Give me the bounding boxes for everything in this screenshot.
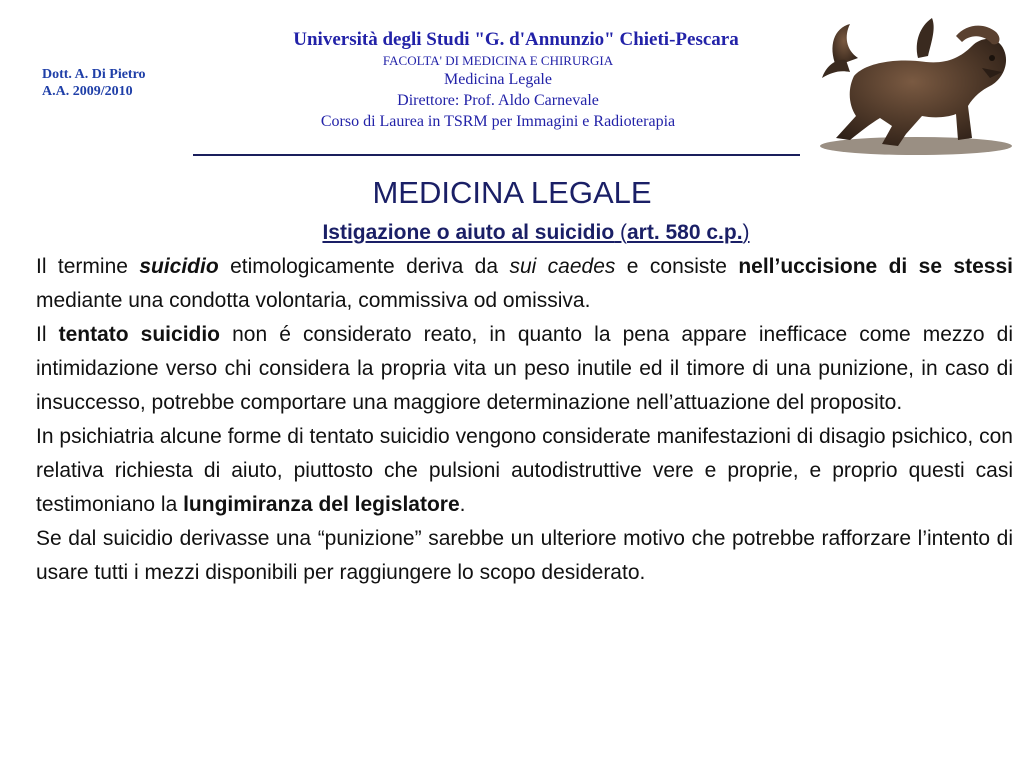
university-name: Università degli Studi "G. d'Annunzio" Chieti-Pescara xyxy=(293,29,739,50)
term-uccisione: nell’uccisione di se stessi xyxy=(738,255,1013,278)
academic-year: A.A. 2009/2010 xyxy=(42,84,133,99)
text-segment: Se dal suicidio derivasse una “punizione” sarebbe un ulteriore motivo che potrebbe rafforzare l’intento di usare tutti i mezzi disponibili per raggiungere lo scopo desiderato. xyxy=(36,527,1013,584)
slide-subtitle xyxy=(0,219,1024,246)
subtitle-topic: Istigazione o aiuto al suicidio xyxy=(322,221,615,244)
subtitle-article-ref: art. 580 c.p. xyxy=(626,221,743,244)
header-divider xyxy=(193,154,800,156)
term-sui-caedes: sui caedes xyxy=(509,255,616,278)
term-lungimiranza: lungimiranza del legislatore xyxy=(183,493,460,516)
slide-title: MEDICINA LEGALE xyxy=(372,175,652,210)
chimera-statue-icon xyxy=(806,6,1016,158)
director-name: Direttore: Prof. Aldo Carnevale xyxy=(397,92,599,109)
term-suicidio: suicidio xyxy=(139,255,219,278)
author-name: Dott. A. Di Pietro xyxy=(42,67,146,82)
paragraph-punishment xyxy=(36,522,1013,590)
faculty-name: FACOLTA' DI MEDICINA E CHIRURGIA xyxy=(382,53,614,68)
author-block xyxy=(42,66,202,100)
text-segment: non é considerato reato, in quanto la pena appare inefficace come mezzo di intimidazione verso chi considera la propria vita un peso inutile ed il timore di una punizione, in caso di insuccesso, potrebbe comportare una maggiore determinazione nell’attuazione del proposito. xyxy=(36,323,1013,414)
slide-body xyxy=(36,250,1013,590)
subtitle-paren-open: ( xyxy=(614,221,627,244)
course-name: Corso di Laurea in TSRM per Immagini e Radioterapia xyxy=(320,113,676,130)
university-header xyxy=(196,28,800,132)
text-segment: . xyxy=(459,493,466,516)
text-segment: mediante una condotta volontaria, commissiva od omissiva. xyxy=(36,289,591,312)
subtitle-paren-close: ) xyxy=(742,221,750,244)
text-segment: In psichiatria alcune forme di tentato suicidio vengono considerate manifestazioni di disagio psichico, con relativa richiesta di aiuto, piuttosto che pulsioni autodistruttive vere e proprie, e proprio questi casi testimoniano la xyxy=(36,425,1013,516)
paragraph-attempted-suicide xyxy=(36,318,1013,420)
department-name: Medicina Legale xyxy=(444,71,552,88)
text-segment: Il xyxy=(36,323,59,346)
text-segment: e consiste xyxy=(615,255,739,278)
term-tentato-suicidio: tentato suicidio xyxy=(58,323,221,346)
paragraph-psychiatry xyxy=(36,420,1013,522)
text-segment: etimologicamente deriva da xyxy=(218,255,510,278)
paragraph-definition xyxy=(36,250,1013,318)
text-segment: Il termine xyxy=(36,255,140,278)
